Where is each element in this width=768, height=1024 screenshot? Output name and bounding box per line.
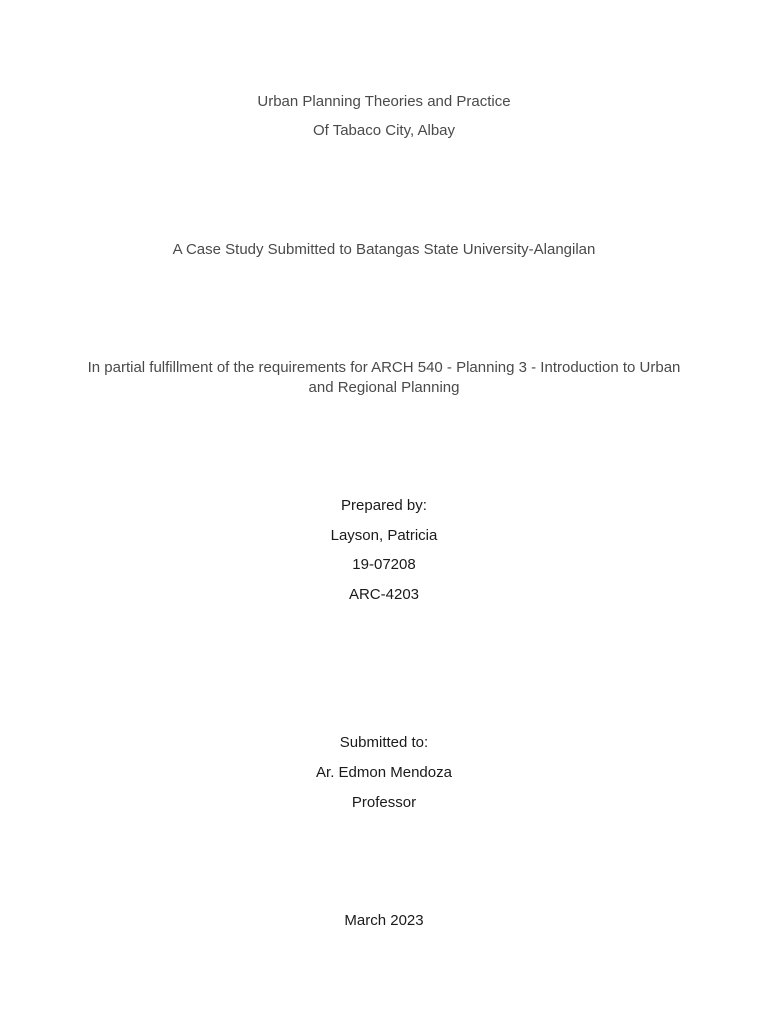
fulfillment-statement: In partial fulfillment of the requirements for ARCH 540 - Planning 3 - Introduction to Urban and Regional Planning	[87, 359, 681, 396]
title-line-1: Urban Planning Theories and Practice	[257, 93, 511, 110]
submission-date: March 2023	[344, 912, 424, 929]
section-code: ARC-4203	[348, 586, 420, 603]
professor-title: Professor	[351, 794, 417, 811]
prepared-by-label: Prepared by:	[341, 497, 427, 514]
author-name: Layson, Patricia	[330, 527, 438, 544]
submitted-to-label: Submitted to:	[339, 734, 429, 751]
student-id: 19-07208	[352, 556, 416, 573]
submission-statement: A Case Study Submitted to Batangas State University-Alangilan	[172, 241, 596, 258]
professor-name: Ar. Edmon Mendoza	[316, 764, 452, 781]
title-line-2: Of Tabaco City, Albay	[312, 122, 456, 139]
